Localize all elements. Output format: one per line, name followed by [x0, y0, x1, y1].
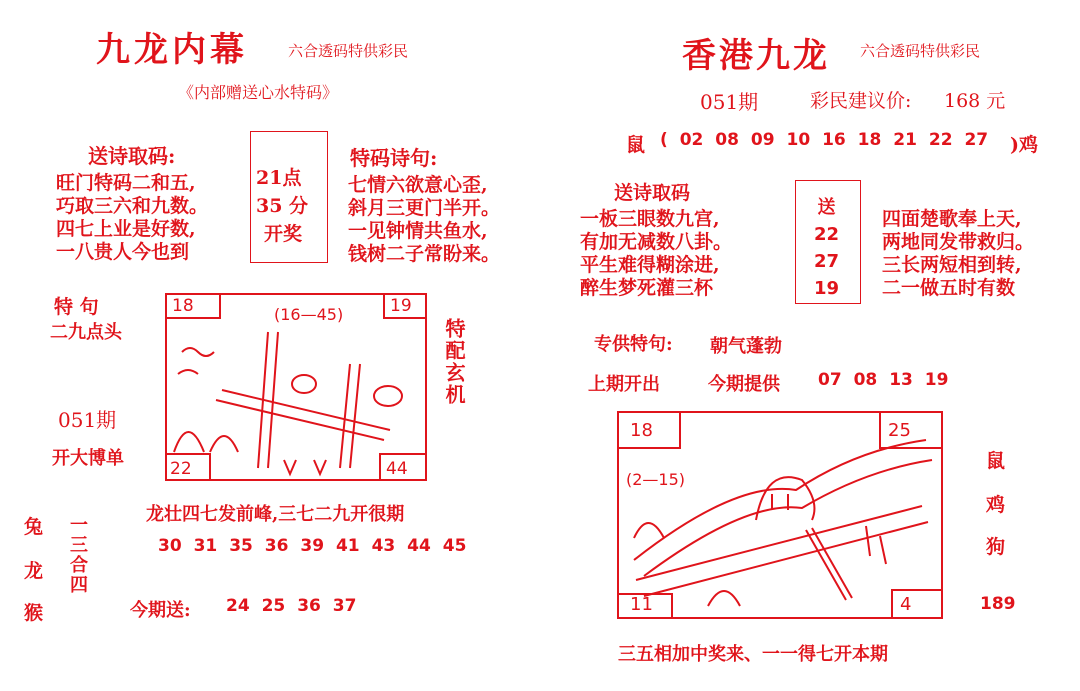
number: 19 [924, 370, 949, 390]
side-number: 189 [980, 594, 1016, 614]
animal-dragon: 龙 [24, 560, 44, 582]
bottom-line: 三五相加中奖来、一一得七开本期 [618, 644, 888, 665]
animal-rabbit: 兔 [24, 516, 44, 538]
left-issue: 051期 [58, 408, 117, 432]
number: 36 [297, 596, 321, 616]
rat-label: 鼠 [626, 134, 646, 156]
number: 10 [786, 130, 811, 150]
draw-time-hour: 21点 [256, 167, 302, 189]
number: 18 [857, 130, 882, 150]
poem-line: 三长两短相到转, [882, 254, 1022, 276]
poem-line: 钱树二子常盼来。 [348, 243, 501, 265]
special-label: 专供特句: [594, 334, 673, 355]
number: 13 [889, 370, 913, 390]
poem-line: 两地同发带救归。 [882, 231, 1035, 253]
number: 43 [371, 536, 396, 556]
right-tagline: 六合透码特供彩民 [860, 42, 981, 60]
left-poem-heading: 送诗取码: [88, 144, 176, 168]
number: 45 [442, 536, 467, 556]
number: 09 [750, 130, 775, 150]
poem-line: 醉生梦死灌三杯 [580, 277, 714, 299]
long-poem: 龙壮四七发前峰,三七二九开很期 [146, 504, 405, 525]
left-subtitle: 《内部赠送心水特码》 [178, 83, 339, 102]
poem-line: 旺门特码二和五, [56, 172, 196, 194]
right-riddle-picture [616, 410, 944, 620]
number: 02 [679, 130, 704, 150]
right-issue: 051期 [700, 90, 759, 114]
picture-label-22: 22 [170, 459, 192, 479]
number: 16 [822, 130, 846, 150]
poem-line: 斜月三更门半开。 [348, 197, 501, 219]
poem-line: 四面楚歌奉上天, [882, 208, 1022, 230]
rooster-label: )鸡 [1010, 134, 1038, 156]
number: 07 [818, 370, 842, 390]
numbers-line: ( 02 08 09 10 16 18 21 22 27 [660, 130, 989, 150]
poem-line: 一板三眼数九宫, [580, 208, 720, 230]
send-box-content: 送 22 27 19 [814, 197, 840, 299]
right-poem-heading: 送诗取码 [614, 182, 691, 204]
left-title: 九龙内幕 [96, 30, 248, 70]
number: 36 [264, 536, 289, 556]
price-value: 168 元 [944, 90, 1006, 112]
number: 35 [229, 536, 253, 556]
picture-label-19: 19 [390, 296, 412, 316]
special-poem-heading: 特码诗句: [350, 146, 438, 170]
number: 08 [715, 130, 739, 150]
right-right-poem [882, 208, 1034, 300]
this-issue-label: 今期提供 [708, 374, 780, 395]
picture-label-18: 18 [172, 296, 194, 316]
special-value: 朝气蓬勃 [710, 336, 782, 357]
picture-label-44: 44 [386, 459, 408, 479]
left-tagline: 六合透码特供彩民 [288, 42, 409, 60]
one-three-four: 一 三 合 四 [70, 515, 88, 596]
picture-label-4: 4 [900, 594, 912, 615]
side-animal-dog: 狗 [986, 536, 1006, 558]
right-title: 香港九龙 [682, 36, 830, 76]
picture-range-label: (2—15) [626, 470, 686, 489]
picture-label-11: 11 [630, 594, 653, 615]
poem-line: 四七上业是好数, [56, 218, 196, 240]
number: 39 [300, 536, 325, 556]
number: 22 [928, 130, 953, 150]
poem-line: 一八贵人今也到 [56, 241, 190, 263]
picture-label-18: 18 [630, 420, 653, 441]
side-vertical-text: 特配玄机 [442, 318, 466, 406]
number: 21 [893, 130, 917, 150]
number: 37 [332, 596, 357, 616]
number: 31 [193, 536, 218, 556]
picture-range-label: (16—45) [274, 305, 344, 324]
picture-label-25: 25 [888, 420, 911, 441]
number: 08 [853, 370, 878, 390]
number: 27 [964, 130, 989, 150]
poem-line: 平生难得糊涂进, [580, 254, 720, 276]
right-left-poem [580, 208, 732, 300]
poem-line: 有加无减数八卦。 [580, 231, 733, 253]
poem-line: 二一做五时有数 [882, 277, 1016, 299]
te-ju-value: 二九点头 [50, 322, 122, 343]
te-ju-heading: 特 句 [54, 296, 99, 318]
draw-time-minute: 35 分 [256, 195, 309, 217]
today-send-label: 今期送: [130, 600, 191, 621]
animal-monkey: 猴 [24, 602, 44, 624]
poem-line: 一见钟情共鱼水, [348, 220, 488, 242]
number: 25 [261, 596, 286, 616]
number: 44 [407, 536, 431, 556]
open-note: 开大博单 [52, 448, 124, 469]
number: 41 [335, 536, 360, 556]
poem-line: 巧取三六和九数。 [56, 195, 209, 217]
side-animal-rat: 鼠 [986, 450, 1006, 472]
number: 24 [226, 596, 250, 616]
price-label: 彩民建议价: [810, 90, 912, 112]
number: 30 [158, 536, 182, 556]
poem-line: 七情六欲意心歪, [348, 174, 488, 196]
side-animal-rooster: 鸡 [986, 494, 1006, 516]
this-issue-numbers [818, 370, 948, 390]
draw-time-label: 开奖 [264, 223, 303, 245]
last-issue-label: 上期开出 [588, 374, 660, 395]
